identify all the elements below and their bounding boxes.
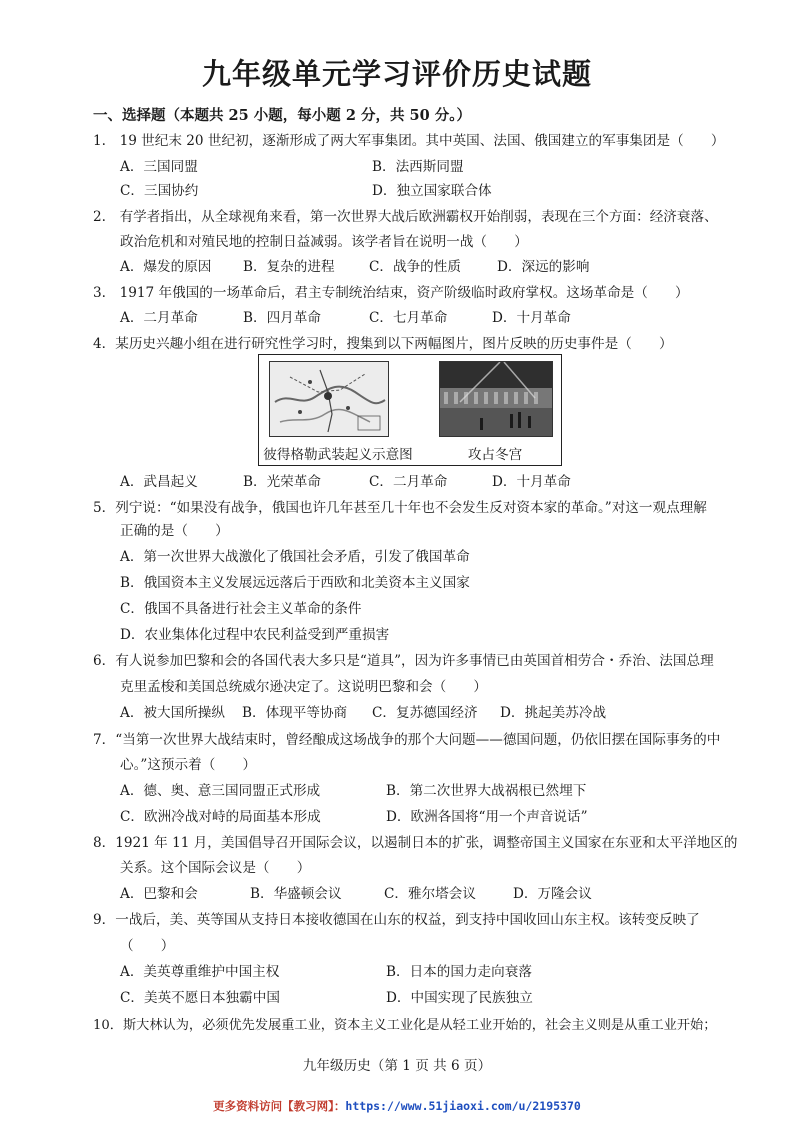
q5-stem-line1: 5．列宁说：“如果没有战争，俄国也许几年甚至几十年也不会发生反对资本家的革命。”对这一观点理解 bbox=[93, 500, 707, 516]
q6-stem-line1: 6．有人说参加巴黎和会的各国代表大多只是“道具”，因为许多事情已由英国首相劳合・乔治、法国总理 bbox=[93, 653, 714, 669]
winter-palace-photo bbox=[439, 361, 553, 437]
q6-option-c: C．复苏德国经济 bbox=[372, 705, 478, 721]
page-footer: 九年级历史（第 1 页 共 6 页） bbox=[302, 1058, 492, 1074]
q1-option-a: A．三国同盟 bbox=[120, 159, 198, 175]
q9-stem-line2: （ ） bbox=[120, 938, 175, 954]
q3-option-c: C．七月革命 bbox=[369, 310, 448, 326]
q1-option-d: D．独立国家联合体 bbox=[372, 183, 492, 199]
q1-option-c: C．三国协约 bbox=[120, 183, 199, 199]
figure-caption-map: 彼得格勒武装起义示意图 bbox=[263, 447, 413, 463]
q9-option-c: C．美英不愿日本独霸中国 bbox=[120, 990, 280, 1006]
q10-stem: 10．斯大林认为，必须优先发展重工业，资本主义工业化是从轻工业开始的，社会主义则是从重工业开始； bbox=[93, 1018, 717, 1033]
q8-option-a: A．巴黎和会 bbox=[120, 886, 198, 902]
map-image bbox=[269, 361, 389, 437]
q2-option-d: D．深远的影响 bbox=[497, 259, 590, 275]
q3-option-d: D．十月革命 bbox=[492, 310, 571, 326]
section-heading: 一、选择题（本题共 25 小题，每小题 2 分，共 50 分。） bbox=[93, 107, 471, 124]
q4-option-c: C．二月革命 bbox=[369, 474, 448, 490]
q4-stem: 4．某历史兴趣小组在进行研究性学习时，搜集到以下两幅图片，图片反映的历史事件是（ ） bbox=[93, 336, 673, 352]
q1-stem: 1. 19 世纪末 20 世纪初，逐渐形成了两大军事集团。其中英国、法国、俄国建立的军事集团是（ ） bbox=[93, 133, 725, 149]
q3-option-a: A．二月革命 bbox=[120, 310, 198, 326]
q4-option-a: A．武昌起义 bbox=[120, 474, 198, 490]
q5-option-d: D．农业集体化过程中农民利益受到严重损害 bbox=[120, 627, 390, 643]
q8-stem-line1: 8．1921 年 11 月，美国倡导召开国际会议，以遏制日本的扩张，调整帝国主义国家在东亚和太平洋地区的 bbox=[93, 835, 738, 851]
q8-option-d: D．万隆会议 bbox=[513, 886, 592, 902]
q4-figure-panel bbox=[258, 354, 562, 466]
q1-option-b: B．法西斯同盟 bbox=[372, 159, 464, 175]
q8-option-b: B．华盛顿会议 bbox=[250, 886, 342, 902]
q7-option-a: A．德、奥、意三国同盟正式形成 bbox=[120, 783, 321, 799]
q5-option-b: B．俄国资本主义发展远远落后于西欧和北美资本主义国家 bbox=[120, 575, 470, 591]
q2-option-b: B．复杂的进程 bbox=[243, 259, 335, 275]
q7-option-c: C．欧洲冷战对峙的局面基本形成 bbox=[120, 809, 321, 825]
q8-option-c: C．雅尔塔会议 bbox=[384, 886, 476, 902]
q6-option-b: B．体现平等协商 bbox=[242, 705, 348, 721]
q9-option-a: A．美英尊重维护中国主权 bbox=[120, 964, 280, 980]
q4-option-d: D．十月革命 bbox=[492, 474, 571, 490]
figure-caption-photo: 攻占冬宫 bbox=[467, 447, 523, 463]
q6-stem-line2: 克里孟梭和美国总统威尔逊决定了。这说明巴黎和会（ ） bbox=[120, 679, 488, 695]
source-brand: 更多资料访问【教习网】： bbox=[213, 1099, 346, 1113]
q7-stem-line1: 7．“当第一次世界大战结束时，曾经酿成这场战争的那个大问题——德国问题，仍依旧摆在国际事务的中 bbox=[93, 732, 721, 748]
q5-stem-line2: 正确的是（ ） bbox=[120, 523, 229, 539]
q9-option-b: B．日本的国力走向衰落 bbox=[386, 964, 532, 980]
page-title: 九年级单元学习评价历史试题 bbox=[201, 57, 592, 91]
q9-stem-line1: 9．一战后，美、英等国从支持日本接收德国在山东的权益，到支持中国收回山东主权。该转变反映了 bbox=[93, 912, 700, 928]
source-url[interactable]: https://www.51jiaoxi.com/u/2195370 bbox=[345, 1099, 581, 1113]
q5-option-c: C．俄国不具备进行社会主义革命的条件 bbox=[120, 601, 362, 617]
q7-option-b: B．第二次世界大战祸根已然埋下 bbox=[386, 783, 587, 799]
q9-option-d: D．中国实现了民族独立 bbox=[386, 990, 533, 1006]
q5-option-a: A．第一次世界大战激化了俄国社会矛盾，引发了俄国革命 bbox=[120, 549, 470, 565]
q4-option-b: B．光荣革命 bbox=[243, 474, 321, 490]
q3-option-b: B．四月革命 bbox=[243, 310, 321, 326]
q7-stem-line2: 心。”这预示着（ ） bbox=[120, 757, 257, 773]
source-watermark bbox=[0, 1098, 794, 1114]
q6-option-a: A．被大国所操纵 bbox=[120, 705, 225, 721]
q8-stem-line2: 关系。这个国际会议是（ ） bbox=[120, 860, 311, 876]
q2-stem-line2: 政治危机和对殖民地的控制日益减弱。该学者旨在说明一战（ ） bbox=[120, 234, 528, 250]
q2-option-c: C．战争的性质 bbox=[369, 259, 461, 275]
q2-stem-line1: 2. 有学者指出，从全球视角来看，第一次世界大战后欧洲霸权开始削弱，表现在三个方面：经济衰落、 bbox=[93, 209, 718, 225]
q7-option-d: D．欧洲各国将“用一个声音说话” bbox=[386, 809, 588, 825]
q3-stem: 3. 1917 年俄国的一场革命后，君主专制统治结束，资产阶级临时政府掌权。这场革命是（ ） bbox=[93, 285, 689, 301]
q2-option-a: A．爆发的原因 bbox=[120, 259, 212, 275]
q6-option-d: D．挑起美苏冷战 bbox=[500, 705, 607, 721]
